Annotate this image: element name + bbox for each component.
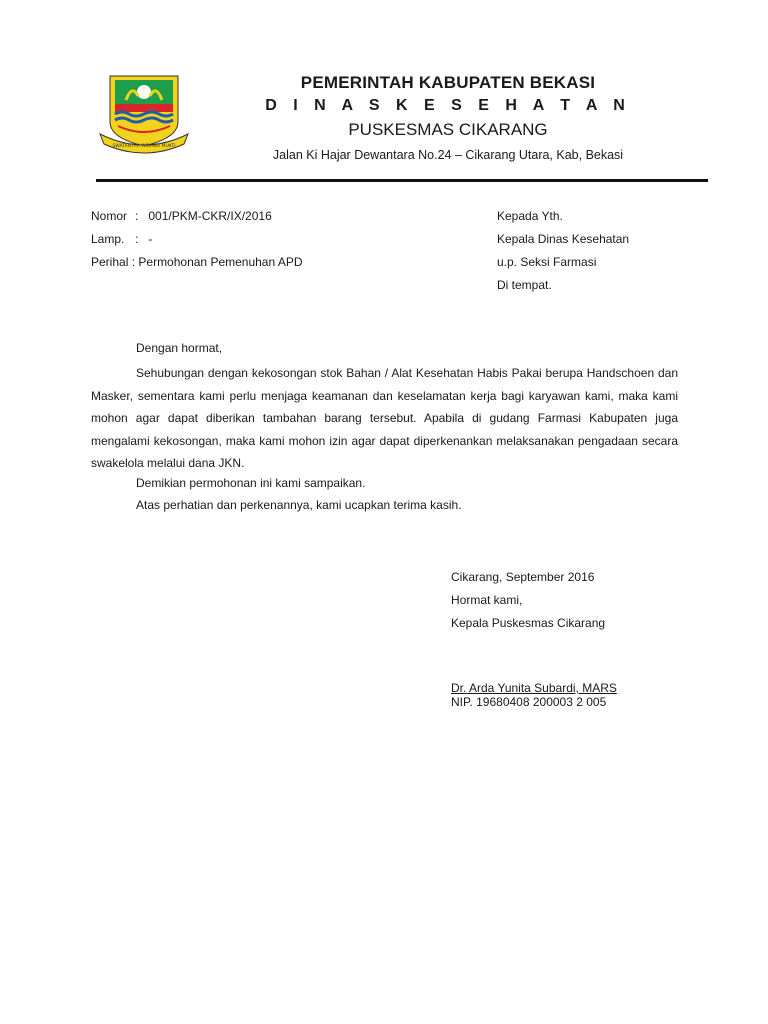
signature-title: Kepala Puskesmas Cikarang xyxy=(451,616,606,630)
signer-name: Dr. Arda Yunita Subardi, MARS xyxy=(451,681,617,695)
recipient-line: u.p. Seksi Farmasi xyxy=(497,255,597,269)
lamp-label: Lamp. xyxy=(91,232,125,246)
bekasi-coat-of-arms-logo xyxy=(98,72,190,154)
letterhead-divider xyxy=(96,179,708,182)
meta-nomor: Nomor : 001/PKM-CKR/IX/2016 xyxy=(91,205,303,228)
recipient-line: Kepada Yth. xyxy=(497,209,563,223)
lamp-value: - xyxy=(148,232,153,246)
recipient-line: Di tempat. xyxy=(497,278,552,292)
letterhead-unit: PUSKESMAS CIKARANG xyxy=(348,120,548,139)
signer-nip: NIP. 19680408 200003 2 005 xyxy=(451,695,607,709)
salutation: Dengan hormat, xyxy=(136,341,223,355)
meta-perihal: Perihal : Permohonan Pemenuhan APD xyxy=(91,255,303,269)
letterhead-address: Jalan Ki Hajar Dewantara No.24 – Cikarang Utara, Kab, Bekasi xyxy=(272,148,624,162)
nomor-label: Nomor xyxy=(91,209,128,223)
closing-line: Atas perhatian dan perkenannya, kami ucapkan terima kasih. xyxy=(136,498,462,512)
signer-block xyxy=(451,681,617,709)
meta-lamp: Lamp. : - xyxy=(91,228,303,251)
nomor-value: 001/PKM-CKR/IX/2016 xyxy=(148,209,272,223)
body-paragraph-text: Sehubungan dengan kekosongan stok Bahan / Alat Kesehatan Habis Pakai berupa Handschoen dan Masker, sementara kami perlu menjaga keamanan dan keselamatan kerja bagi karyawan kami, maka kami mohon agar dapat diberikan tambahan barang tersebut. Apabila di gudang Farmasi Kabupaten juga mengalami kekosongan, maka kami mohon izin agar dapat diperkenankan melaksanakan pengadaan secara swakelola melalui dana JKN. xyxy=(91,366,678,470)
letter-meta xyxy=(91,205,303,274)
letterhead-government: PEMERINTAH KABUPATEN BEKASI xyxy=(300,73,596,92)
letterhead xyxy=(250,72,646,142)
recipient-block xyxy=(497,205,629,297)
body-paragraph xyxy=(91,362,678,475)
signature-block xyxy=(451,566,605,635)
closing-line: Demikian permohonan ini kami sampaikan. xyxy=(136,476,366,490)
perihal-label: Perihal xyxy=(91,255,129,269)
letterhead-agency: D I N A S K E S E H A T A N xyxy=(265,97,631,114)
signature-regards: Hormat kami, xyxy=(451,593,523,607)
recipient-line: Kepala Dinas Kesehatan xyxy=(497,232,630,246)
perihal-value: Permohonan Pemenuhan APD xyxy=(138,255,303,269)
signature-place-date: Cikarang, September 2016 xyxy=(451,570,595,584)
logo-motto: SWATANTRA WIBAWA MUKTI xyxy=(112,144,176,149)
